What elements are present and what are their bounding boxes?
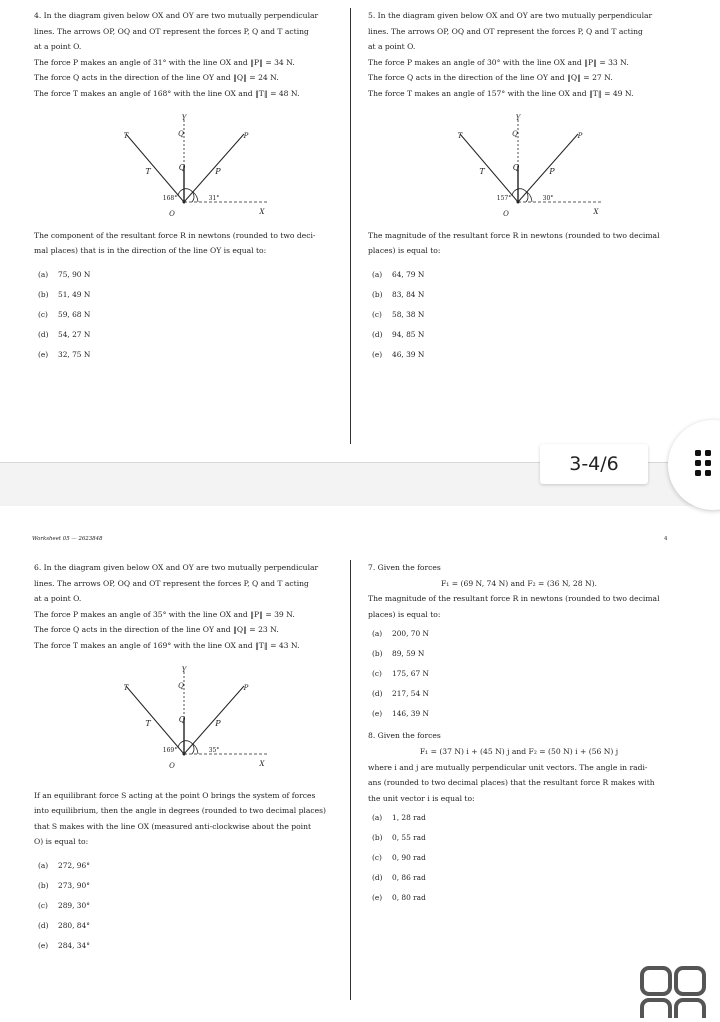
- vector-t: [123, 131, 184, 202]
- option-a[interactable]: (a) 75, 90 N: [38, 269, 91, 279]
- option-e[interactable]: (e) 0, 80 rad: [372, 893, 426, 903]
- vector-t: [457, 131, 518, 202]
- column-divider: [350, 8, 351, 444]
- origin-point: [183, 200, 186, 203]
- label-t-vector: T: [479, 166, 485, 176]
- question-stem: 6. In the diagram given below OX and OY are two mutually perpendicular: [34, 563, 319, 572]
- page-grid-button[interactable]: [636, 962, 720, 1018]
- label-y: Y: [181, 113, 187, 122]
- answer-options: [368, 626, 670, 722]
- label-q-vector: Q: [178, 714, 186, 724]
- question-stem: 4. In the diagram given below OX and OY are two mutually perpendicular: [34, 11, 319, 20]
- question-stem: 5. In the diagram given below OX and OY are two mutually perpendicular: [368, 11, 653, 20]
- column-divider: [350, 560, 351, 1000]
- option-e[interactable]: (e) 46, 39 N: [372, 349, 425, 359]
- angle-label-p: 30°: [542, 194, 554, 202]
- question-6: 6. In the diagram given below OX and OY are two mutually perpendicular lines. The arrows OP, OQ and OT represent the forces P, Q and T acting at a point O. The force P makes an angle of 35° with the line OX and ‖P‖ = 39 N. The force Q acts in the direction of the line OY and ‖Q‖ = 23 N. The force T makes an angle of 169° with the line OX and ‖T‖ = 43 N. Y Q T P T Q P O X 169° 35° If an equilibrant force S acting at the point O brings the system of forces into equilibrium, then the angle in degrees (rounded to two decimal places) that S makes with the line OX (measured anti-clockwise about the point O) is equal to: (a) 272, 96° (b) 273, 90° (c) 289, 30° (d) 280, 84° (e) 284, 34°: [34, 560, 336, 958]
- worksheet-header: Worksheet 05 — 2623848: [32, 536, 103, 542]
- option-b[interactable]: (b) 0, 55 rad: [372, 833, 426, 843]
- option-a[interactable]: (a) 272, 96°: [38, 860, 90, 870]
- answer-options: [34, 267, 336, 363]
- label-x: X: [593, 207, 599, 216]
- option-d[interactable]: (d) 0, 86 rad: [372, 873, 426, 883]
- label-p-vector: P: [215, 166, 221, 176]
- force-diagram: [368, 112, 668, 222]
- label-o: O: [169, 209, 175, 218]
- force-formula: F₁ = (37 N) i + (45 N) j and F₂ = (50 N) i + (56 N) j: [419, 746, 619, 756]
- page-number: 4: [664, 536, 668, 542]
- label-q: Q: [512, 129, 518, 138]
- label-y: Y: [181, 665, 187, 674]
- label-q: Q: [178, 681, 184, 690]
- force-diagram: [34, 664, 334, 782]
- grid-dots-icon: [695, 450, 719, 480]
- question-4: 4. In the diagram given below OX and OY are two mutually perpendicular lines. The arrows OP, OQ and OT represent the forces P, Q and T acting at a point O. The force P makes an angle of 31° with the line OX and ‖P‖ = 34 N. The force Q acts in the direction of the line OY and ‖Q‖ = 24 N. The force T makes an angle of 168° with the line OX and ‖T‖ = 48 N. Y Q T P T Q P O X 168° 31° The component of the resultant force R in newtons (rounded to two deci- mal places) that is in the direction of the line OY is equal to: (a) 75, 90 N (b) 51, 49 N (c) 59, 68 N (d) 54, 27 N (e) 32, 75 N: [34, 8, 336, 367]
- document-page-3: [0, 0, 720, 462]
- option-b[interactable]: (b) 89, 59 N: [372, 649, 425, 659]
- vector-t: [123, 683, 184, 754]
- label-t-vector: T: [145, 166, 151, 176]
- label-p: P: [243, 683, 249, 692]
- label-o: O: [169, 761, 175, 770]
- angle-label-p: 35°: [208, 746, 220, 754]
- option-a[interactable]: (a) 64, 79 N: [372, 269, 425, 279]
- question-stem: 8. Given the forces: [368, 731, 441, 741]
- option-c[interactable]: (c) 289, 30°: [38, 900, 90, 910]
- vector-p: [184, 686, 244, 754]
- label-q-vector: Q: [178, 162, 186, 172]
- label-q: Q: [178, 129, 184, 138]
- question-5: 5. In the diagram given below OX and OY are two mutually perpendicular lines. The arrows OP, OQ and OT represent the forces P, Q and T acting at a point O. The force P makes an angle of 30° with the line OX and ‖P‖ = 33 N. The force Q acts in the direction of the line OY and ‖Q‖ = 27 N. The force T makes an angle of 157° with the line OX and ‖T‖ = 49 N. Y Q T P T Q P O X 157° 30° The magnitude of the resultant force R in newtons (rounded to two decimal places) is equal to: (a) 64, 79 N (b) 83, 84 N (c) 58, 38 N (d) 94, 85 N (e) 46, 39 N: [368, 8, 670, 367]
- angle-label-t: 168°: [162, 194, 178, 202]
- option-c[interactable]: (c) 58, 38 N: [372, 309, 425, 319]
- option-c[interactable]: (c) 0, 90 rad: [372, 853, 426, 863]
- angle-label-t: 157°: [496, 194, 512, 202]
- option-e[interactable]: (e) 146, 39 N: [372, 709, 430, 719]
- option-b[interactable]: (b) 83, 84 N: [372, 289, 425, 299]
- grid-squares-icon: [636, 962, 720, 1018]
- label-x: X: [259, 207, 265, 216]
- option-c[interactable]: (c) 59, 68 N: [38, 309, 91, 319]
- option-a[interactable]: (a) 1, 28 rad: [372, 813, 426, 823]
- label-q-vector: Q: [512, 162, 520, 172]
- angle-label-p: 31°: [208, 194, 220, 202]
- option-d[interactable]: (d) 217, 54 N: [372, 689, 430, 699]
- option-e[interactable]: (e) 284, 34°: [38, 940, 90, 950]
- question-stem: 7. Given the forces: [368, 563, 441, 572]
- vector-p: [184, 134, 244, 202]
- option-d[interactable]: (d) 54, 27 N: [38, 329, 91, 339]
- answer-options: [368, 810, 670, 906]
- vector-p: [518, 134, 578, 202]
- option-d[interactable]: (d) 280, 84°: [38, 920, 90, 930]
- origin-point: [183, 752, 186, 755]
- label-t: T: [123, 131, 129, 140]
- label-t: T: [457, 131, 463, 140]
- angle-label-t: 169°: [162, 746, 178, 754]
- force-diagram: [34, 112, 334, 222]
- label-p-vector: P: [549, 166, 555, 176]
- option-b[interactable]: (b) 273, 90°: [38, 880, 90, 890]
- label-p-vector: P: [215, 718, 221, 728]
- label-p: P: [243, 131, 249, 140]
- question-7: 7. Given the forces F₁ = (69 N, 74 N) and F₂ = (36 N, 28 N). The magnitude of the resultant force R in newtons (rounded to two decimal places) is equal to: (a) 200, 70 N (b) 89, 59 N (c) 175, 67 N (d) 217, 54 N (e) 146, 39 N 8. Given the forces F₁ = (37 N) i + (45 N) j and F₂ = (50 N) i + (56 N) j where i and j are mutually perpendicular unit vectors. The angle in radi- ans (rounded to two decimal places) that the resultant force R makes with the unit vector i is equal to: (a) 1, 28 rad (b) 0, 55 rad (c) 0, 90 rad (d) 0, 86 rad (e) 0, 80 rad: [368, 560, 670, 910]
- option-d[interactable]: (d) 94, 85 N: [372, 329, 425, 339]
- label-x: X: [259, 759, 265, 768]
- label-y: Y: [515, 113, 521, 122]
- page-indicator: 3-4/6: [540, 444, 648, 484]
- answer-options: [368, 267, 670, 363]
- force-formula: F₁ = (69 N, 74 N) and F₂ = (36 N, 28 N).: [441, 578, 597, 588]
- option-c[interactable]: (c) 175, 67 N: [372, 669, 430, 679]
- answer-options: [34, 858, 336, 954]
- label-o: O: [503, 209, 509, 218]
- question-8: 8. Given the forces F₁ = (37 N) i + (45 N) j and F₂ = (50 N) i + (56 N) j where i and j are mutually perpendicular unit vectors. The angle in radi- ans (rounded to two decimal places) that the resultant force R makes with the unit vector i is equal to: (a) 1, 28 rad (b) 0, 55 rad (c) 0, 90 rad (d) 0, 86 rad (e) 0, 80 rad: [368, 728, 670, 906]
- option-e[interactable]: (e) 32, 75 N: [38, 349, 91, 359]
- label-t: T: [123, 683, 129, 692]
- label-t-vector: T: [145, 718, 151, 728]
- option-b[interactable]: (b) 51, 49 N: [38, 289, 91, 299]
- label-p: P: [577, 131, 583, 140]
- option-a[interactable]: (a) 200, 70 N: [372, 629, 430, 639]
- document-page-4: [0, 506, 720, 1018]
- origin-point: [517, 200, 520, 203]
